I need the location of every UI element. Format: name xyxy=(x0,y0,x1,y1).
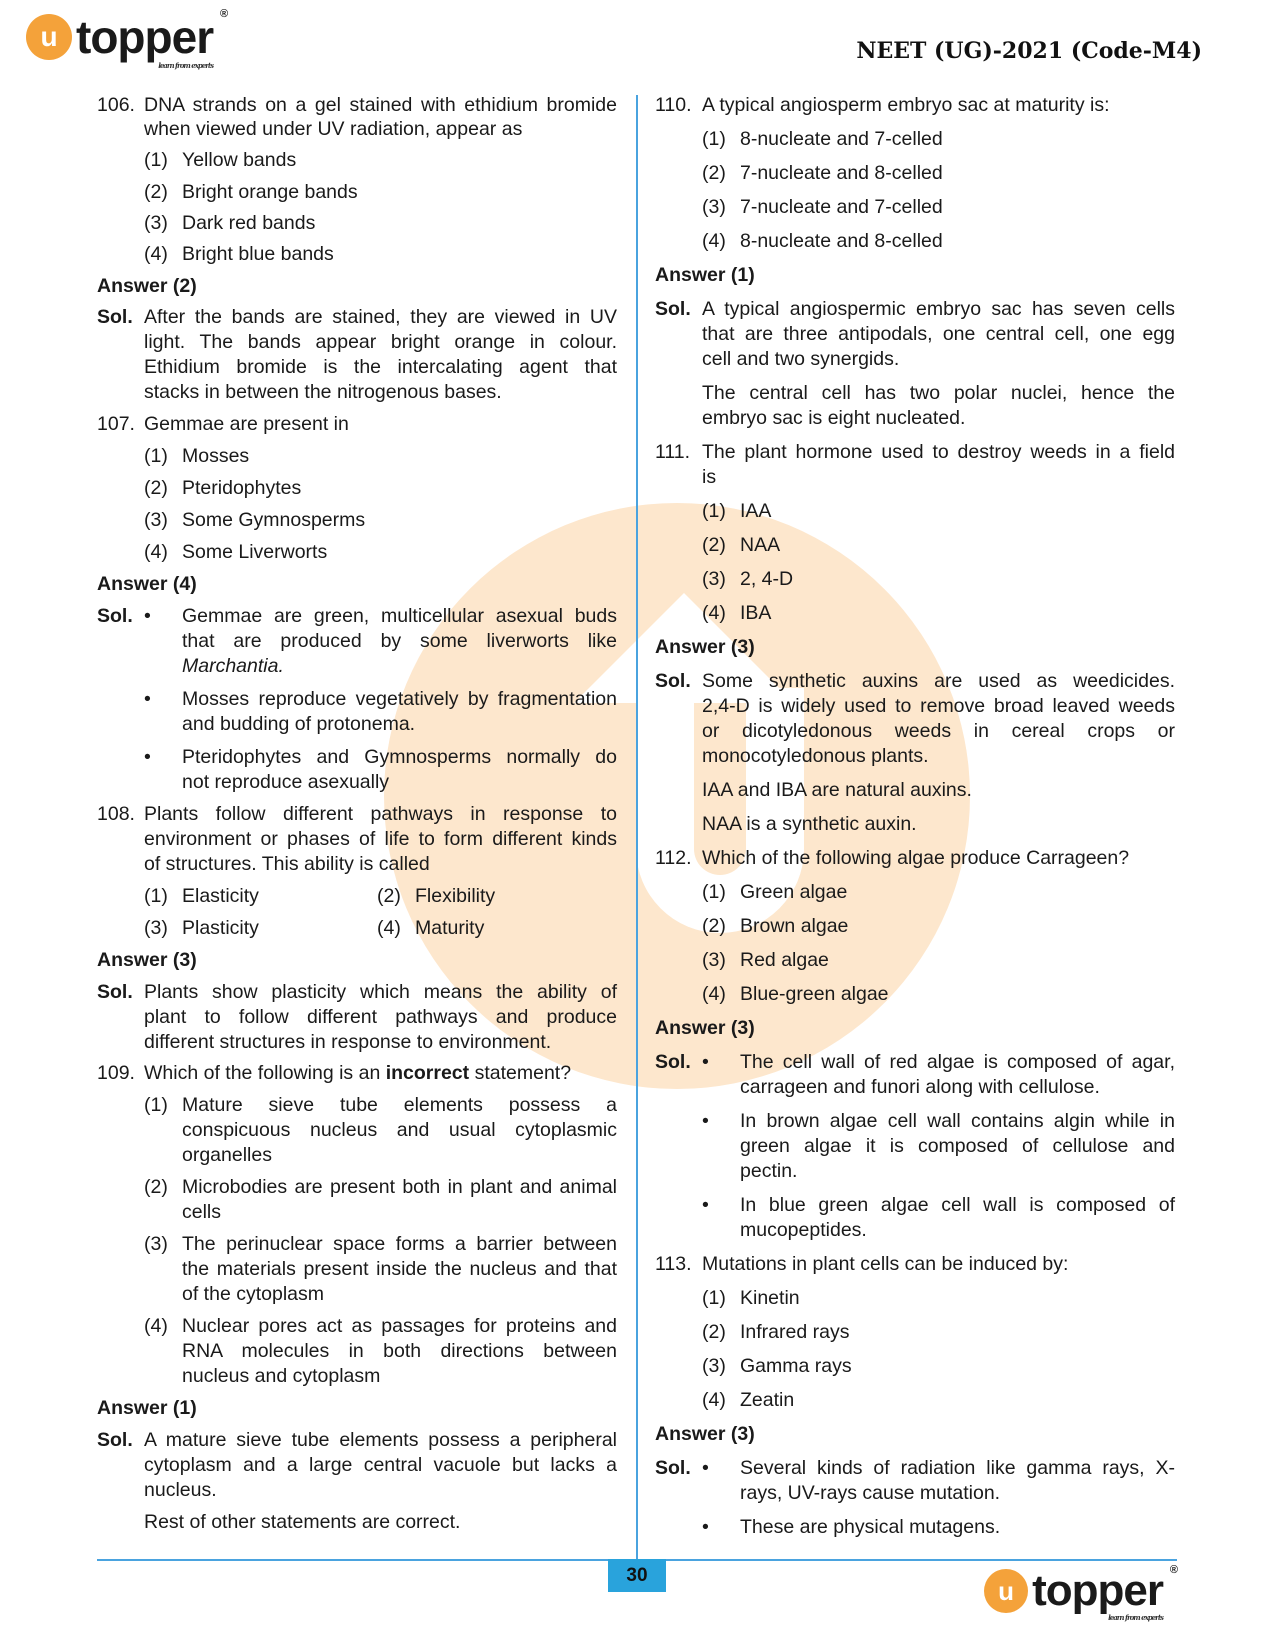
option-text: Red algae xyxy=(740,949,829,971)
option-text: Kinetin xyxy=(740,1287,800,1309)
solution-text: Rest of other statements are correct. xyxy=(144,1511,461,1533)
option-number: (1) xyxy=(144,445,168,467)
option-number: (3) xyxy=(144,212,168,234)
option-number: (4) xyxy=(702,602,726,624)
option-text: IBA xyxy=(740,602,772,624)
option-text: organelles xyxy=(182,1144,272,1166)
option-text: Infrared rays xyxy=(740,1321,850,1343)
question-number: 106. xyxy=(97,94,135,116)
solution-label: Sol. xyxy=(655,1457,691,1479)
option-number: (2) xyxy=(702,915,726,937)
option-number: (3) xyxy=(702,949,726,971)
answer-label: Answer (1) xyxy=(97,1397,197,1419)
column-divider xyxy=(636,95,638,1560)
option-text: RNA molecules in both directions between xyxy=(182,1340,617,1362)
answer-label: Answer (3) xyxy=(97,949,197,971)
exam-title: NEET (UG)-2021 (Code-M4) xyxy=(856,38,1202,64)
option-number: (4) xyxy=(377,917,401,939)
question-text: A typical angiosperm embryo sac at maturity is: xyxy=(702,94,1110,116)
brand-name: topper ® learn from experts xyxy=(76,8,228,70)
question-text: Gemmae are present in xyxy=(144,413,349,435)
option-number: (1) xyxy=(702,1287,726,1309)
question-number: 107. xyxy=(97,413,135,435)
solution-text: light. The bands appear bright orange in colour. xyxy=(144,331,617,353)
option-number: (2) xyxy=(144,181,168,203)
solution-text: different structures in response to environment. xyxy=(144,1031,552,1053)
option-number: (3) xyxy=(144,1233,168,1255)
option-text: Blue-green algae xyxy=(740,983,889,1005)
question-text: Mutations in plant cells can be induced by: xyxy=(702,1253,1069,1275)
question-number: 108. xyxy=(97,803,135,825)
option-text: 7-nucleate and 8-celled xyxy=(740,162,943,184)
option-number: (4) xyxy=(702,983,726,1005)
answer-label: Answer (4) xyxy=(97,573,197,595)
solution-text: Several kinds of radiation like gamma rays, X- xyxy=(740,1457,1175,1479)
option-number: (4) xyxy=(144,541,168,563)
question-text: DNA strands on a gel stained with ethidium bromide xyxy=(144,94,617,116)
option-text: The perinuclear space forms a barrier between xyxy=(182,1233,617,1255)
option-text: 7-nucleate and 7-celled xyxy=(740,196,943,218)
option-text: Yellow bands xyxy=(182,149,297,171)
answer-label: Answer (2) xyxy=(97,275,197,297)
option-text: of the cytoplasm xyxy=(182,1283,324,1305)
option-text: Some Gymnosperms xyxy=(182,509,366,531)
solution-text: pectin. xyxy=(740,1160,798,1182)
option-text: Nuclear pores act as passages for proteins and xyxy=(182,1315,617,1337)
question-number: 109. xyxy=(97,1062,135,1084)
topper-logo-icon: u xyxy=(984,1569,1028,1613)
question-text: is xyxy=(702,466,717,488)
brand-tagline: learn from experts xyxy=(1108,1613,1163,1622)
solution-text: green algae it is composed of cellulose and xyxy=(740,1135,1175,1157)
solution-text: cell and two synergids. xyxy=(702,348,900,370)
option-number: (2) xyxy=(144,1176,168,1198)
solution-text: Ethidium bromide is the intercalating agent that xyxy=(144,356,617,378)
solution-text: that are produced by some liverworts like xyxy=(182,630,617,652)
question-number: 110. xyxy=(655,94,692,116)
solution-text: The cell wall of red algae is composed of agar, xyxy=(740,1051,1175,1073)
bullet-icon: • xyxy=(702,1051,709,1073)
option-number: (2) xyxy=(702,534,726,556)
topper-logo xyxy=(26,8,228,70)
option-text: Some Liverworts xyxy=(182,541,328,563)
option-text: 8-nucleate and 8-celled xyxy=(740,230,943,252)
option-number: (1) xyxy=(702,128,726,150)
question-number: 112. xyxy=(655,847,692,869)
solution-text: IAA and IBA are natural auxins. xyxy=(702,779,972,801)
solution-text: nucleus. xyxy=(144,1479,217,1501)
answer-label: Answer (3) xyxy=(655,636,755,658)
option-text: conspicuous nucleus and usual cytoplasmic xyxy=(182,1119,617,1141)
solution-text: Mosses reproduce vegetatively by fragmentation xyxy=(182,688,617,710)
solution-text: mucopeptides. xyxy=(740,1219,867,1241)
option-number: (1) xyxy=(144,885,168,907)
bullet-icon: • xyxy=(144,746,151,768)
solution-text: embryo sac is eight nucleated. xyxy=(702,407,966,429)
bullet-icon: • xyxy=(702,1194,709,1216)
option-text: Plasticity xyxy=(182,917,259,939)
solution-text: NAA is a synthetic auxin. xyxy=(702,813,917,835)
solution-text: rays, UV-rays cause mutation. xyxy=(740,1482,1001,1504)
option-number: (4) xyxy=(144,1315,168,1337)
solution-text: A typical angiospermic embryo sac has seven cells xyxy=(702,298,1175,320)
option-number: (2) xyxy=(377,885,401,907)
solution-text: Gemmae are green, multicellular asexual buds xyxy=(182,605,617,627)
option-number: (1) xyxy=(702,881,726,903)
solution-text: stacks in between the nitrogenous bases. xyxy=(144,381,502,403)
option-text: Green algae xyxy=(740,881,848,903)
solution-text: After the bands are stained, they are viewed in UV xyxy=(144,306,617,328)
option-text: NAA xyxy=(740,534,781,556)
solution-text: The central cell has two polar nuclei, hence the xyxy=(702,382,1175,404)
solution-text: plant to follow different pathways and produce xyxy=(144,1006,617,1028)
brand-name: topper ® learn from experts xyxy=(1032,1564,1177,1622)
solution-label: Sol. xyxy=(97,605,133,627)
question-text: environment or phases of life to form different kinds xyxy=(144,828,617,850)
solution-label: Sol. xyxy=(655,670,691,692)
solution-label: Sol. xyxy=(655,298,691,320)
option-text: 8-nucleate and 7-celled xyxy=(740,128,943,150)
topper-logo-icon: u xyxy=(26,14,72,60)
option-number: (3) xyxy=(702,196,726,218)
bullet-icon: • xyxy=(702,1457,709,1479)
solution-text: that are three antipodals, one central cell, one egg xyxy=(702,323,1175,345)
solution-text: monocotyledonous plants. xyxy=(702,745,929,767)
option-text: Pteridophytes xyxy=(182,477,302,499)
option-text: Mature sieve tube elements possess a xyxy=(182,1094,617,1116)
solution-text: A mature sieve tube elements possess a peripheral xyxy=(144,1429,617,1451)
bullet-icon: • xyxy=(144,605,151,627)
solution-label: Sol. xyxy=(97,306,133,328)
option-number: (3) xyxy=(702,568,726,590)
option-number: (1) xyxy=(702,500,726,522)
option-text: Gamma rays xyxy=(740,1355,852,1377)
option-text: Bright blue bands xyxy=(182,243,334,265)
page-number: 30 xyxy=(608,1559,666,1592)
question-text: Plants follow different pathways in response to xyxy=(144,803,617,825)
solution-text: Plants show plasticity which means the ability of xyxy=(144,981,617,1003)
solution-label: Sol. xyxy=(97,1429,133,1451)
option-text: nucleus and cytoplasm xyxy=(182,1365,381,1387)
option-text: Microbodies are present both in plant and animal xyxy=(182,1176,617,1198)
option-text: 2, 4-D xyxy=(740,568,794,590)
option-text: Zeatin xyxy=(740,1389,795,1411)
solution-text: not reproduce asexually xyxy=(182,771,390,793)
solution-label: Sol. xyxy=(655,1051,691,1073)
solution-text: carrageen and funori along with cellulose. xyxy=(740,1076,1100,1098)
solution-text: Some synthetic auxins are used as weedicides. xyxy=(702,670,1175,692)
solution-text: These are physical mutagens. xyxy=(740,1516,1001,1538)
option-text: cells xyxy=(182,1201,222,1223)
solution-text: cytoplasm and a large central vacuole but lacks a xyxy=(144,1454,617,1476)
option-number: (2) xyxy=(144,477,168,499)
option-number: (1) xyxy=(144,1094,168,1116)
option-text: Maturity xyxy=(415,917,485,939)
solution-text: Marchantia. xyxy=(182,655,284,677)
option-number: (4) xyxy=(702,230,726,252)
option-text: Elasticity xyxy=(182,885,259,907)
topper-logo xyxy=(984,1564,1177,1622)
option-number: (4) xyxy=(702,1389,726,1411)
option-text: Bright orange bands xyxy=(182,181,358,203)
option-text: IAA xyxy=(740,500,772,522)
bullet-icon: • xyxy=(144,688,151,710)
option-text: the materials present inside the nucleus and that xyxy=(182,1258,617,1280)
option-text: Flexibility xyxy=(415,885,496,907)
solution-text: In brown algae cell wall contains algin while in xyxy=(740,1110,1175,1132)
question-text: The plant hormone used to destroy weeds in a field xyxy=(702,441,1175,463)
question-text: Which of the following algae produce Carrageen? xyxy=(702,847,1130,869)
answer-label: Answer (3) xyxy=(655,1017,755,1039)
brand-tagline: learn from experts xyxy=(158,61,214,70)
bullet-icon: • xyxy=(702,1516,709,1538)
solution-text: In blue green algae cell wall is composed of xyxy=(740,1194,1175,1216)
option-text: Mosses xyxy=(182,445,250,467)
option-number: (3) xyxy=(702,1355,726,1377)
solution-text: and budding of protonema. xyxy=(182,713,416,735)
option-number: (3) xyxy=(144,917,168,939)
option-text: Brown algae xyxy=(740,915,849,937)
solution-text: 2,4-D is widely used to remove broad leaved weeds xyxy=(702,695,1175,717)
option-number: (2) xyxy=(702,162,726,184)
solution-text: Pteridophytes and Gymnosperms normally do xyxy=(182,746,617,768)
option-number: (2) xyxy=(702,1321,726,1343)
question-text: of structures. This ability is called xyxy=(144,853,430,875)
question-number: 111. xyxy=(655,441,691,463)
solution-text: or dicotyledonous weeds in cereal crops or xyxy=(702,720,1175,742)
question-text: when viewed under UV radiation, appear as xyxy=(144,118,523,140)
solution-label: Sol. xyxy=(97,981,133,1003)
answer-label: Answer (1) xyxy=(655,264,755,286)
option-number: (3) xyxy=(144,509,168,531)
question-number: 113. xyxy=(655,1253,692,1275)
question-text: Which of the following is an incorrect statement? xyxy=(144,1062,572,1084)
bullet-icon: • xyxy=(702,1110,709,1132)
option-number: (4) xyxy=(144,243,168,265)
answer-label: Answer (3) xyxy=(655,1423,755,1445)
option-text: Dark red bands xyxy=(182,212,316,234)
option-number: (1) xyxy=(144,149,168,171)
